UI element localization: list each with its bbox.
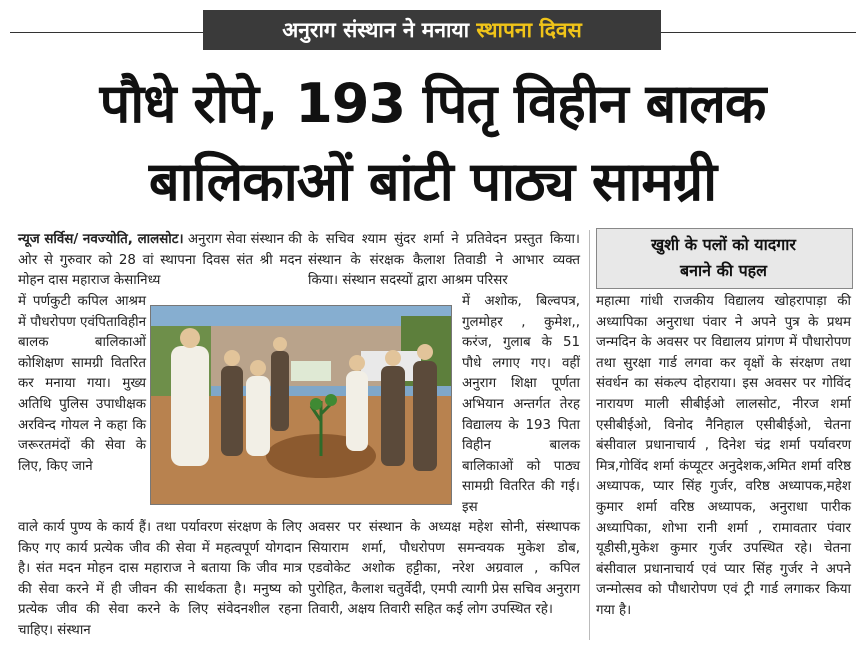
kicker-rule-left (10, 32, 203, 33)
byline: न्यूज सर्विस/ नवज्योति, लालसोट। (18, 232, 184, 247)
sidebar-title (596, 232, 851, 284)
article-col2-wrap (462, 292, 580, 519)
article-col1-top (18, 230, 302, 292)
kicker-rule-right (661, 32, 856, 33)
sidebar-title-line-1: खुशी के पलों को यादगार (651, 235, 796, 254)
headline-line-1: पौधे रोपे, 193 पितृ विहीन बालक (99, 72, 766, 135)
col2-bottom-text: अवसर पर संस्थान के अध्यक्ष महेश सोनी, संस्थापक सियाराम शर्मा, पौधरोपण समन्वयक मुकेश डोब, एडवोकेट अशोक हट्टीका, नरेश अग्रवाल , कपिल पुरोहित, कैलाश चतुर्वेदी, एमपी त्यागी प्रेस सचिव अनुराग तिवारी, अक्षय तिवारी सहित कई लोग उपस्थित रहे। (308, 520, 580, 618)
column-divider (589, 230, 590, 640)
col2-top-text: के सचिव श्याम सुंदर शर्मा ने प्रतिवेदन प्रस्तुत किया। संस्थान के संरक्षक कैलाश तिवाडी ने आभार व्यक्त किया। संस्थान सदस्यों द्वारा आश्रम परिसर (308, 232, 580, 289)
headline-line-2: बालिकाओं बांटी पाठ्य सामग्री (148, 150, 717, 213)
article-col2-top (308, 230, 580, 292)
sidebar-body-text: महात्मा गांधी राजकीय विद्यालय खोहरापाड़ा की अध्यापिका अनुराधा पंवार ने अपने पुत्र के प्रथम जन्मदिन के अवसर पर विद्यालय प्रांगण में पौधारोपण तथा सुरक्षा गार्ड लगवा कर वृक्षों के संरक्षण तथा संवर्धन का संकल्प दोहराया। इस अवसर पर गोविंद नारायण माली सीबीईओ लालसोट, नीरज शर्मा एसीबीईओ, विनोद नैनिहाल एसीबीईओ, चेतना बंसीवाल प्रधानाचार्य , दिनेश चंद्र शर्मा पर्यावरण मित्र,गोविंद शर्मा कंप्यूटर अनुदेशक,अमित शर्मा वरिष्ठ अध्यापक, प्यार सिंह गुर्जर, वरिष्ठ अध्यापक,महेश कुमार शर्मा वरिष्ठ अध्यापक, अनुराधा पारीक अध्यापिका, शोभा रानी शर्मा , रामावतार पंवार यूडीसी,मुकेश कुमार गुर्जर उपस्थित रहे। चेतना बंसीवाल प्रधानाचार्य एवं प्यार सिंह गुर्जर ने अपने जन्मोत्सव को पौधारोपण एवं ट्री गार्ड लगाकर किया गया है। (596, 294, 851, 618)
sidebar-body (596, 292, 851, 622)
sidebar-title-line-2: बनाने की पहल (679, 261, 768, 280)
article-col2-bottom (308, 518, 580, 621)
col1-wrap-text: में पर्णकुटी कपिल आश्रम में पौधरोपण एवंपिताविहीन बालक बालिकाओं कोशिक्षण सामग्री वितरित कर मनाया गया। मुख्य अतिथि पुलिस उपाधीक्षक अरविन्द गोयल ने कहा कि जरूरतमंदों की सेवा के लिए, किए जाने (18, 294, 147, 474)
col1-top-text: अनुराग सेवा संस्थान की ओर से गुरुवार को 28 वां स्थापना दिवस संत श्री मदन मोहन दास महाराज केसानिध्य (18, 232, 302, 289)
kicker-highlight: स्थापना दिवस (476, 18, 582, 42)
news-photo (150, 305, 452, 505)
col2-wrap-text: में अशोक, बिल्वपत्र, गुलमोहर , कुमेश,, करंज, गुलाब के 51 पौधे लगाए गए। वहीं अनुराग शिक्षा पूर्णता अभियान अन्तर्गत तेरह विद्यालय के 193 पिता विहीन बालक बालिकाओं को पाठ्य सामग्री वितरित की गई। इस (462, 294, 580, 515)
kicker-banner (203, 10, 661, 50)
col1-bottom-text: वाले कार्य पुण्य के कार्य हैं। तथा पर्यावरण संरक्षण के लिए किए गए कार्य प्रत्येक जीव की सेवा में महत्वपूर्ण योगदान है। संत मदन मोहन दास महाराज ने बताया कि जीव मात्र की सेवा करने में ही जीवन की सार्थकता है। मनुष्य को प्रत्येक जीव की सेवा करने के लिए संवेदनशील रहना चाहिए। संस्थान (18, 520, 302, 638)
article-col1-bottom (18, 518, 302, 642)
kicker-lead: अनुराग संस्थान ने मनाया (282, 18, 477, 42)
article-col1-wrap (18, 292, 146, 477)
